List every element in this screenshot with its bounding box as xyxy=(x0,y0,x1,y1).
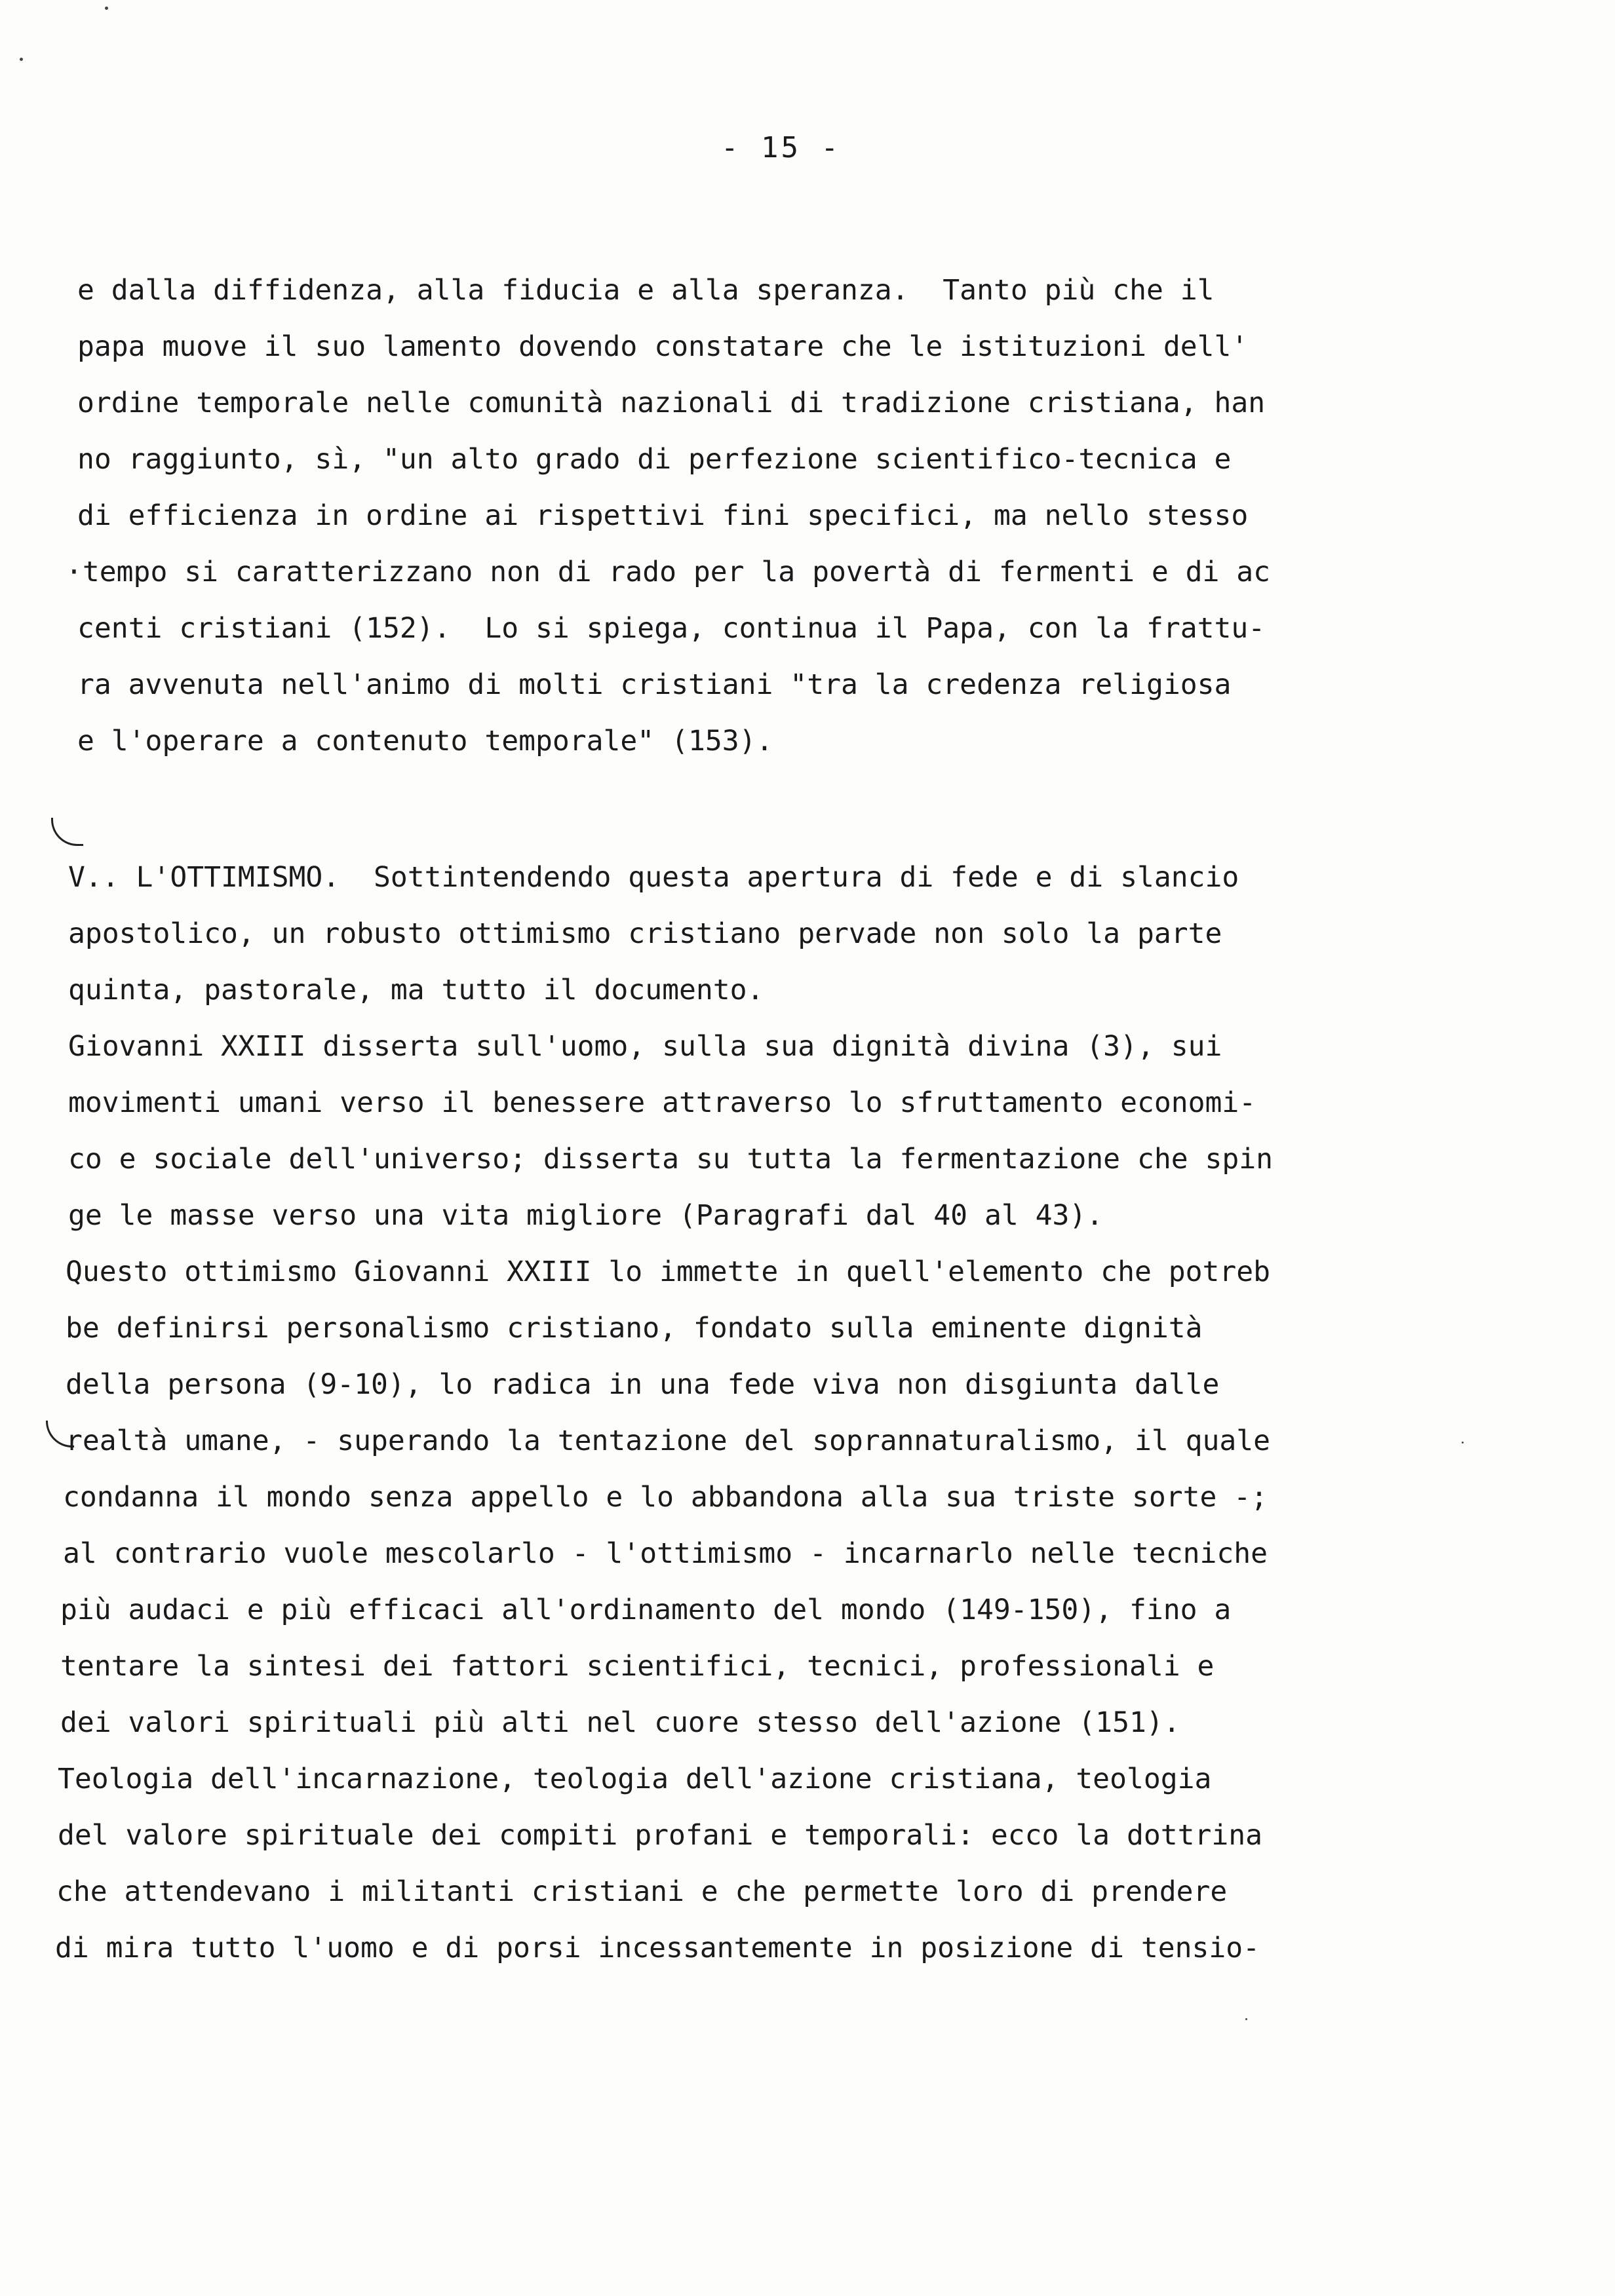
text-line: della persona (9-10), lo radica in una fede viva non disgiunta dalle xyxy=(66,1368,1220,1401)
text-line: realtà umane, - superando la tentazione del soprannaturalismo, il quale xyxy=(66,1425,1271,1457)
text-line: ordine temporale nelle comunità nazionali di tradizione cristiana, han xyxy=(77,387,1266,419)
ink-speck xyxy=(1462,1442,1464,1444)
text-line: di efficienza in ordine ai rispettivi fini specifici, ma nello stesso xyxy=(77,499,1249,532)
text-line: e dalla diffidenza, alla fiducia e alla speranza. Tanto più che il xyxy=(77,274,1215,307)
text-line: no raggiunto, sì, "un alto grado di perfezione scientifico-tecnica e xyxy=(77,443,1232,476)
text-line: papa muove il suo lamento dovendo constatare che le istituzioni dell' xyxy=(77,330,1249,363)
text-line: apostolico, un robusto ottimismo cristiano pervade non solo la parte xyxy=(68,917,1222,950)
text-line: Teologia dell'incarnazione, teologia dell'azione cristiana, teologia xyxy=(58,1763,1212,1795)
text-line: movimenti umani verso il benessere attraverso lo sfruttamento economi- xyxy=(68,1086,1256,1119)
text-line: co e sociale dell'universo; disserta su tutta la fermentazione che spin xyxy=(68,1143,1274,1176)
ink-speck xyxy=(105,7,108,10)
text-line: al contrario vuole mescolarlo - l'ottimismo - incarnarlo nelle tecniche xyxy=(63,1537,1268,1570)
text-line: ra avvenuta nell'animo di molti cristiani "tra la credenza religiosa xyxy=(77,668,1232,701)
text-line: ge le masse verso una vita migliore (Paragrafi dal 40 al 43). xyxy=(68,1199,1104,1232)
text-line: di mira tutto l'uomo e di porsi incessantemente in posizione di tensio- xyxy=(55,1932,1260,1964)
text-line: che attendevano i militanti cristiani e che permette loro di prendere xyxy=(56,1875,1228,1908)
text-line: centi cristiani (152). Lo si spiega, continua il Papa, con la frattu- xyxy=(77,612,1266,645)
text-line: tentare la sintesi dei fattori scientifici, tecnici, professionali e xyxy=(60,1650,1215,1683)
ink-speck xyxy=(1245,2018,1247,2020)
text-line: dei valori spirituali più alti nel cuore stesso dell'azione (151). xyxy=(60,1706,1180,1739)
text-line: più audaci e più efficaci all'ordinamento del mondo (149-150), fino a xyxy=(60,1594,1232,1626)
ink-speck xyxy=(20,58,23,61)
margin-mark xyxy=(51,818,83,846)
text-line: be definirsi personalismo cristiano, fondato sulla eminente dignità xyxy=(66,1312,1203,1345)
text-line: Questo ottimismo Giovanni XXIII lo immette in quell'elemento che potreb xyxy=(66,1255,1271,1288)
text-line: del valore spirituale dei compiti profani e temporali: ecco la dottrina xyxy=(58,1819,1263,1852)
text-line: quinta, pastorale, ma tutto il documento. xyxy=(68,974,764,1006)
section-heading-line: V.. L'OTTIMISMO. Sottintendendo questa apertura di fede e di slancio xyxy=(68,861,1239,894)
text-line: condanna il mondo senza appello e lo abbandona alla sua triste sorte -; xyxy=(63,1481,1268,1514)
text-line: ·tempo si caratterizzano non di rado per la povertà di fermenti e di ac xyxy=(66,556,1271,588)
text-line: e l'operare a contenuto temporale" (153). xyxy=(77,725,773,757)
text-line: Giovanni XXIII disserta sull'uomo, sulla sua dignità divina (3), sui xyxy=(68,1030,1222,1063)
page-number: - 15 - xyxy=(721,131,841,164)
